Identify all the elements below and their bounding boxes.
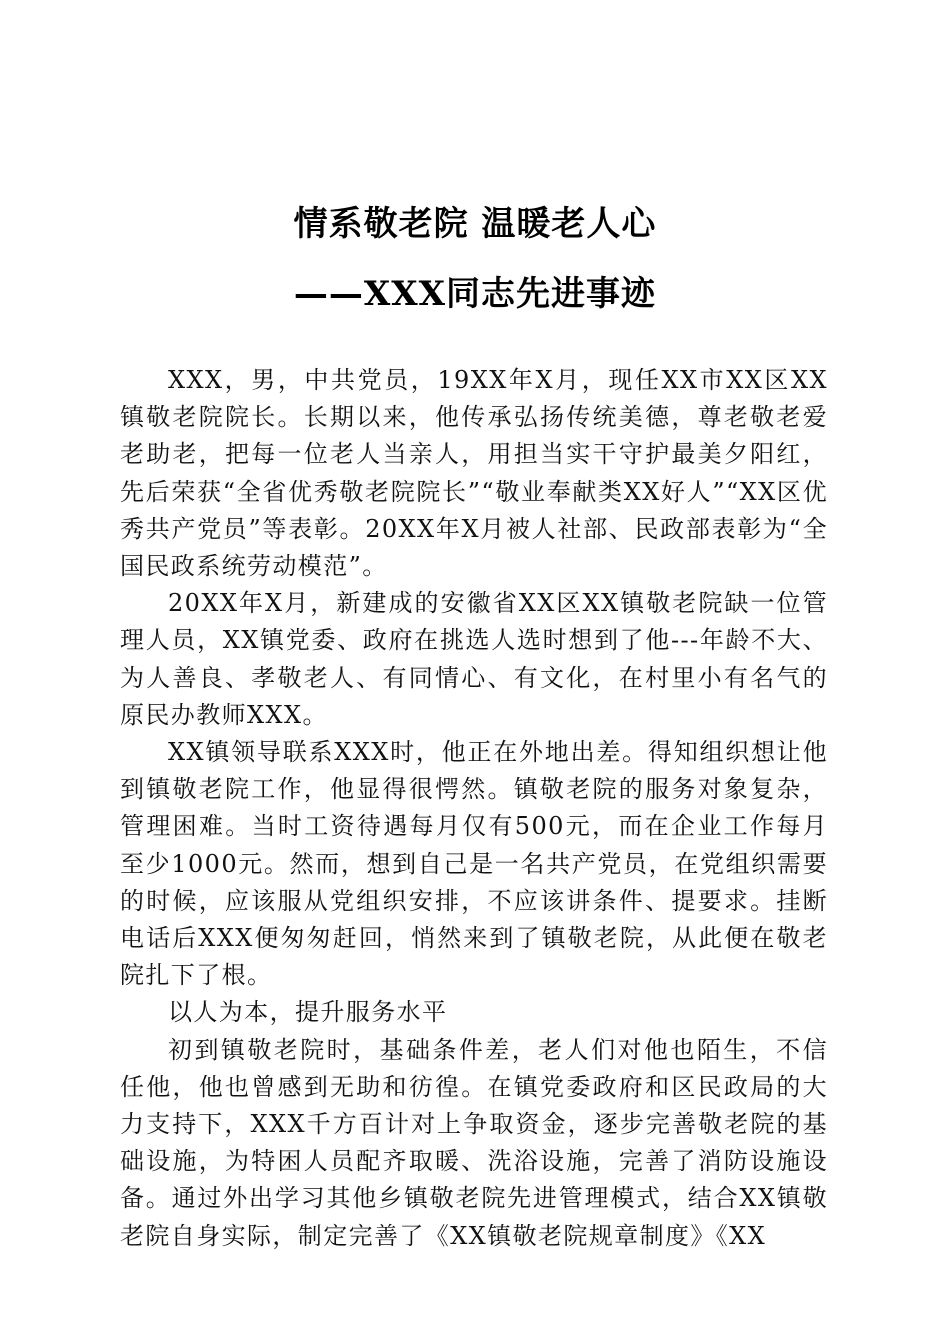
section-heading: 以人为本，提升服务水平: [168, 998, 448, 1027]
document-title: 情系敬老院 温暖老人心: [293, 204, 657, 244]
document-body: [120, 362, 828, 1255]
document-subtitle: ——XXX同志先进事迹: [293, 274, 657, 314]
paragraph-intro: XXX，男，中共党员，19XX年X月，现任XX市XX区XX镇敬老院院长。长期以来，他传承弘扬传统美德，尊老敬老爱老助老，把每一位老人当亲人，用担当实干守护最美夕阳红，先后荣获“全省优秀敬老院院长”“敬业奉献类XX好人”“XX区优秀共产党员”等表彰。20XX年X月被人社部、民政部表彰为“全国民政系统劳动模范”。: [120, 366, 828, 581]
paragraph-selection: 20XX年X月，新建成的安徽省XX区XX镇敬老院缺一位管理人员，XX镇党委、政府在挑选人选时想到了他---年龄不大、为人善良、孝敬老人、有同情心、有文化，在村里小有名气的原民办教师XXX。: [120, 589, 828, 729]
paragraph-decision: XX镇领导联系XXX时，他正在外地出差。得知组织想让他到镇敬老院工作，他显得很愕然。镇敬老院的服务对象复杂，管理困难。当时工资待遇每月仅有500元，而在企业工作每月至少1000元。然而，想到自己是一名共产党员，在党组织需要的时候，应该服从党组织安排，不应该讲条件、提要求。挂断电话后XXX便匆匆赶回，悄然来到了镇敬老院，从此便在敬老院扎下了根。: [120, 738, 828, 990]
paragraph-service: 初到镇敬老院时，基础条件差，老人们对他也陌生，不信任他，他也曾感到无助和彷徨。在镇党委政府和区民政局的大力支持下，XXX千方百计对上争取资金，逐步完善敬老院的基础设施，为特困人员配齐取暖、洗浴设施，完善了消防设施设备。通过外出学习其他乡镇敬老院先进管理模式，结合XX镇敬老院自身实际，制定完善了《XX镇敬老院规章制度》《XX: [120, 1035, 828, 1250]
